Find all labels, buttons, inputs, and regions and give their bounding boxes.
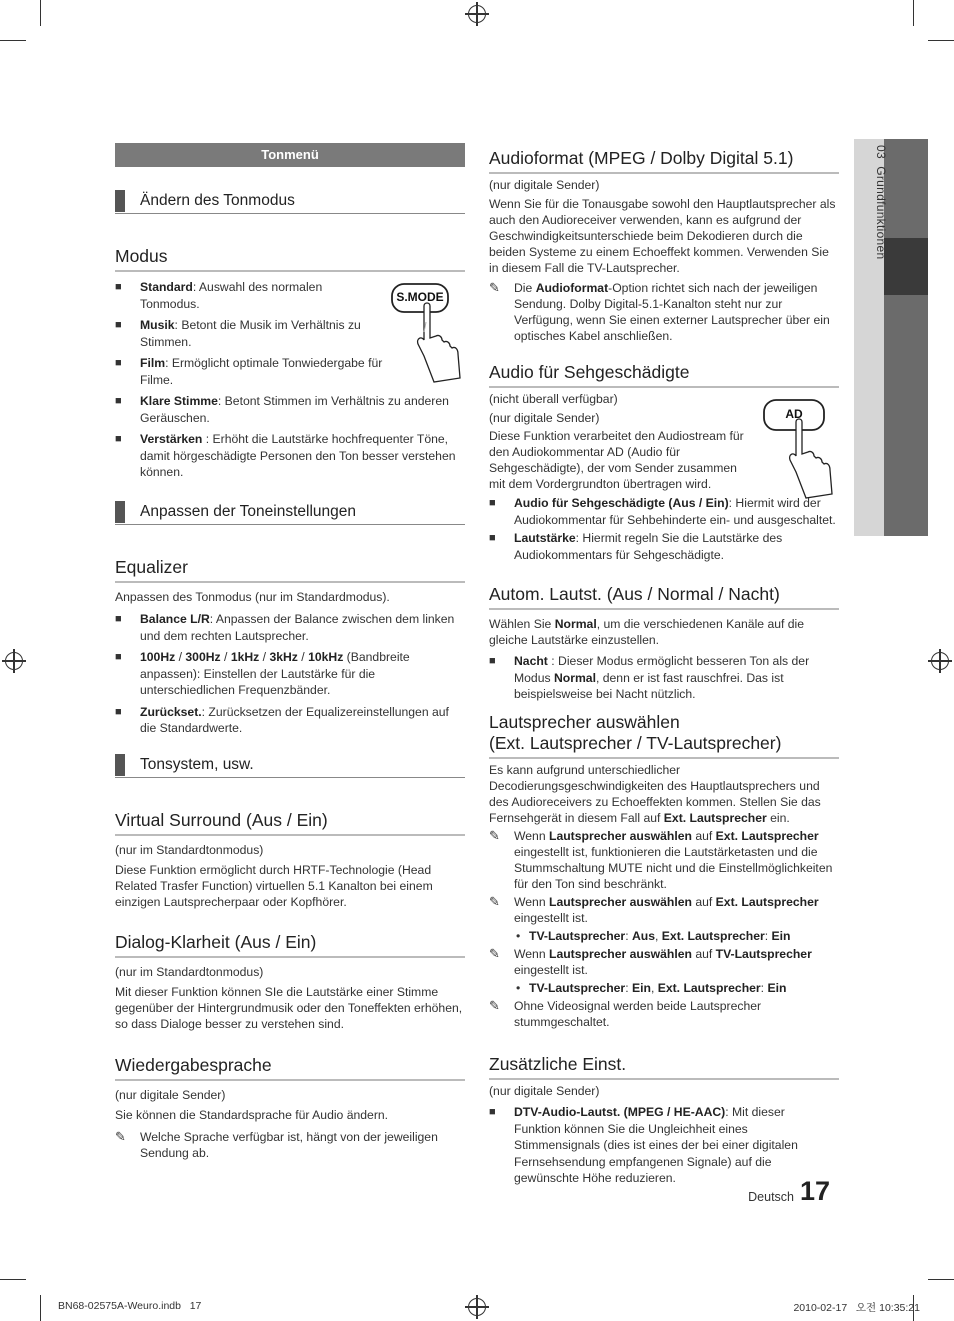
section-note: (nicht überall verfügbar) xyxy=(489,392,618,406)
sub-list-item: • TV-Lautsprecher: Ein, Ext. Lautsprecher: Ein xyxy=(489,980,839,996)
registration-mark-right xyxy=(931,652,949,670)
pencil-note-icon: ✎ xyxy=(489,280,500,295)
footer-language: Deutsch xyxy=(748,1190,794,1204)
list-item: ■ 100Hz / 300Hz / 1kHz / 3kHz / 10kHz (Bandbreite anpassen): Einstellen der Lautstärke für die unterschiedlichen Frequenzbänder. xyxy=(115,649,465,699)
hint-note: ✎ Wenn Lautsprecher auswählen auf Ext. Lautsprecher eingestellt ist, funktionieren die Lautstärketasten und die Stummschaltung MUTE nicht und die Einstellmöglichkeiten für den Ton sind beschränkt. xyxy=(489,828,833,891)
section-title-lautsprecher-2: (Ext. Lautsprecher / TV-Lautsprecher) xyxy=(489,733,839,759)
list-item: ■ Film: Ermöglicht optimale Tonwiedergabe für Filme. xyxy=(115,355,390,388)
section-body: Wenn Sie für die Tonausgabe sowohl den Hauptlautsprecher als auch den Audioreceiver verwenden, kann es aufgrund der Geschwindigkeitsunterschiede beim Dekodieren durch die beiden Systeme zu einem Echoeffekt kommen. Verwenden Sie in diesem Fall die TV-Lautsprecher. xyxy=(489,197,836,275)
menu-header-bar: Tonmenü xyxy=(115,143,465,167)
section-title-wiedergabe: Wiedergabesprache xyxy=(115,1055,465,1081)
section-title-autom: Autom. Lautst. (Aus / Normal / Nacht) xyxy=(489,584,839,610)
equalizer-intro: Anpassen des Tonmodus (nur im Standardmodus). xyxy=(115,590,390,604)
section-note: (nur im Standardtonmodus) xyxy=(115,965,264,979)
list-item: ■ Balance L/R: Anpassen der Balance zwischen dem linken und dem rechten Lautsprecher. xyxy=(115,611,465,644)
subsection-heading: Tonsystem, usw. xyxy=(115,754,465,778)
section-body: Mit dieser Funktion können SIe die Lautstärke einer Stimme gegenüber der Hintergrundmusik oder den Toneffekten erhöhen, so dass Dialoge besser zu verstehen sind. xyxy=(115,985,463,1031)
list-item: ■ Standard: Auswahl des normalen Tonmodus. xyxy=(115,279,380,312)
section-note: (nur digitale Sender) xyxy=(115,1088,226,1102)
section-body: Diese Funktion verarbeitet den Audiostream für den Audiokommentar AD (Audio für Sehgeschädigte), der vom Sender zusammen mit dem Vordergrundton übertragen wird. xyxy=(489,429,744,491)
list-item: ■ DTV-Audio-Lautst. (MPEG / HE-AAC): Mit dieser Funktion können Sie die Ungleichheit eines Stimmensignals (dies ist eines der bei einer digitalen Fernsehsendung empfangenen Signale) auf die gewünschte Höhe reduzieren. xyxy=(489,1104,814,1187)
section-note: (nur im Standardtonmodus) xyxy=(115,843,264,857)
hint-note: ✎ Welche Sprache verfügbar ist, hängt von der jeweiligen Sendung ab. xyxy=(115,1129,438,1160)
section-title-audioformat: Audioformat (MPEG / Dolby Digital 5.1) xyxy=(489,148,839,174)
hint-note: ✎ Ohne Videosignal werden beide Lautsprecher stummgeschaltet. xyxy=(489,998,762,1029)
list-item: ■ Lautstärke: Hiermit regeln Sie die Lautstärke des Audiokommentars für Sehgeschädigte. xyxy=(489,530,839,563)
chapter-tab xyxy=(854,139,928,536)
page-number: 17 xyxy=(800,1176,831,1206)
pencil-note-icon: ✎ xyxy=(489,894,500,909)
section-body: Wählen Sie Normal, um die verschiedenen Kanäle auf die gleiche Lautstärke einzustellen. xyxy=(489,617,805,647)
hint-note: ✎ Wenn Lautsprecher auswählen auf Ext. Lautsprecher eingestellt ist. xyxy=(489,894,819,925)
section-body: Sie können die Standardsprache für Audio ändern. xyxy=(115,1108,389,1122)
registration-mark-bottom xyxy=(468,1298,486,1316)
section-title-dialog: Dialog-Klarheit (Aus / Ein) xyxy=(115,932,465,958)
section-note: (nur digitale Sender) xyxy=(489,411,600,425)
hint-note: ✎ Die Audioformat-Option richtet sich nach der jeweiligen Sendung. Dolby Digital-5.1-Kanalton steht nur zur Verfügung, wenn Sie einen externer Lautsprecher über ein optisches Kabel anschließen. xyxy=(489,280,830,343)
pencil-note-icon: ✎ xyxy=(115,1129,126,1144)
subsection-heading: Anpassen der Toneinstellungen xyxy=(115,501,465,525)
section-title-virtual-surround: Virtual Surround (Aus / Ein) xyxy=(115,810,465,836)
registration-mark-left xyxy=(5,652,23,670)
list-item: ■ Audio für Sehgeschädigte (Aus / Ein): Hiermit wird der Audiokommentar für Sehbehinderte ein- und ausgeschaltet. xyxy=(489,495,839,528)
list-item: ■ Nacht : Dieser Modus ermöglicht besseren Ton als der Modus Normal, denn er ist fast rauschfrei. Das ist beispielsweise bei Nacht nützlich. xyxy=(489,653,839,703)
section-title-zusatz: Zusätzliche Einst. xyxy=(489,1054,839,1080)
pencil-note-icon: ✎ xyxy=(489,998,500,1013)
sub-list-item: • TV-Lautsprecher: Aus, Ext. Lautsprecher: Ein xyxy=(489,928,839,944)
section-title-equalizer: Equalizer xyxy=(115,557,465,583)
section-title-audio-seh: Audio für Sehgeschädigte xyxy=(489,362,839,388)
pencil-note-icon: ✎ xyxy=(489,828,500,843)
smode-button-label: S.MODE xyxy=(396,290,444,304)
list-item: ■ Verstärken : Erhöht die Lautstärke hochfrequenter Töne, damit hörgeschädigte Personen den Ton besser verstehen können. xyxy=(115,431,465,481)
section-body: Es kann aufgrund unterschiedlicher Decodierungsgeschwindigkeiten des Hauptlautsprechers und des Audioreceivers zu Echoeffekten kommen. Stellen Sie das Fernsehgerät in diesem Fall auf Ext. Lautsprecher ein. xyxy=(489,763,821,825)
list-item: ■ Klare Stimme: Betont Stimmen im Verhältnis zu anderen Geräuschen. xyxy=(115,393,465,426)
print-file-info: BN68-02575A-Weuro.indb 17 xyxy=(58,1300,202,1312)
section-body: Diese Funktion ermöglicht durch HRTF-Technologie (Head Related Trasfer Function) virtuellen 5.1 Kanalton bei einem einzigen Lautsprecherpaar oder Kopfhörer. xyxy=(115,863,433,909)
list-item: ■ Zurückset.: Zurücksetzen der Equalizereinstellungen auf die Standardwerte. xyxy=(115,704,465,737)
ad-button-label: AD xyxy=(785,407,803,421)
hint-note: ✎ Wenn Lautsprecher auswählen auf TV-Lautsprecher eingestellt ist. xyxy=(489,946,812,977)
chapter-tab-label: 03 Grundfunktionen xyxy=(874,145,888,260)
list-item: ■ Musik: Betont die Musik im Verhältnis zu Stimmen. xyxy=(115,317,380,350)
section-note: (nur digitale Sender) xyxy=(489,1084,600,1098)
section-note: (nur digitale Sender) xyxy=(489,178,600,192)
pencil-note-icon: ✎ xyxy=(489,946,500,961)
subsection-heading: Ändern des Tonmodus xyxy=(115,190,465,214)
section-title-modus: Modus xyxy=(115,246,465,272)
registration-mark-top xyxy=(468,5,486,23)
section-title-lautsprecher: Lautsprecher auswählen xyxy=(489,712,680,732)
print-date-info: 2010-02-17 오전 10:35:21 xyxy=(793,1302,920,1314)
